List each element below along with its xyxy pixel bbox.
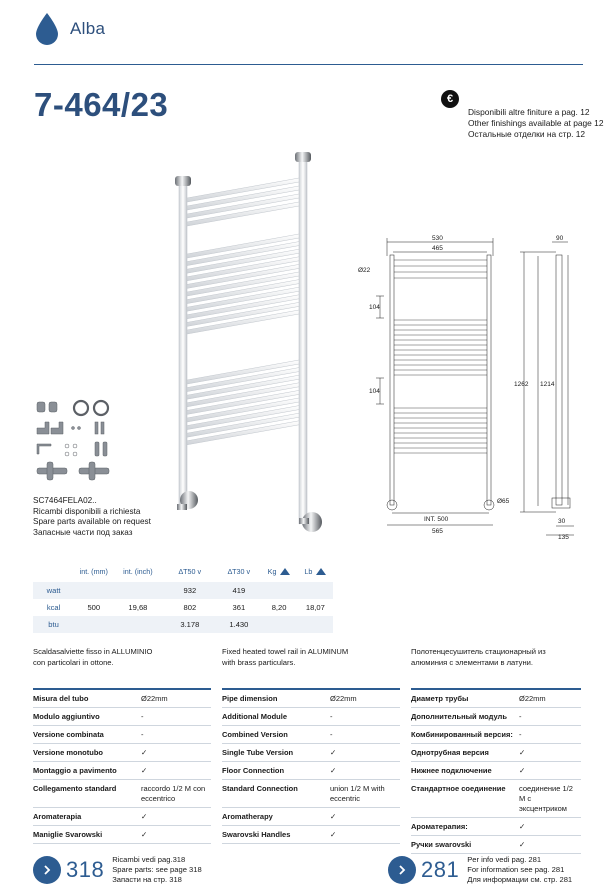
btu-dt30: 1.430: [229, 620, 249, 629]
kcal-dt50: 802: [183, 603, 197, 612]
dim-depth-bottom: 135: [558, 534, 569, 540]
dim-depth-top: 90: [556, 235, 564, 242]
finishes-note-ru: Остальные отделки на стр. 12: [468, 129, 586, 139]
dim-width-bottom: 565: [432, 528, 443, 535]
brand-name: Alba: [70, 19, 106, 38]
spare-parts-page-link[interactable]: [33, 855, 202, 884]
feature-row: Pipe dimension Ø22mm: [222, 688, 400, 708]
feature-row: Комбинированный версия: -: [411, 726, 581, 744]
chevron-right-icon[interactable]: [388, 856, 416, 884]
row-label: btu: [48, 620, 59, 629]
header-dt50: ∆T50 v: [178, 566, 202, 576]
watt-dt30: 419: [232, 586, 246, 595]
specifications-table: [33, 560, 333, 633]
feature-row: Нижнее подключение ✓: [411, 762, 581, 780]
feature-row: Maniglie Svarowski ✓: [33, 826, 211, 844]
feature-row: Aromatherapy ✓: [222, 808, 400, 826]
dim-width-inner: 465: [432, 245, 443, 252]
feature-row: Ароматерапия: ✓: [411, 818, 581, 836]
dim-height-total: 1262: [514, 381, 529, 388]
feature-row: Misura del tubo Ø22mm: [33, 688, 211, 708]
page-ref-text: Per info vedi pag. 281 For information see pag. 281 Для информации см. стр. 281: [467, 855, 573, 884]
description-it: Scaldasalviette fisso in ALLUMINIO con particolari in ottone.: [33, 647, 153, 667]
dim-gap-bottom: 104: [369, 388, 380, 395]
header-int-inch: int. (inch): [123, 566, 153, 576]
features-table-en: [222, 688, 400, 844]
finishes-note: [468, 107, 604, 140]
feature-row: Additional Module -: [222, 708, 400, 726]
int-mm-value: 500: [87, 603, 101, 612]
page-number: 318: [66, 856, 105, 882]
finishes-note-en: Other finishings available at page 12: [468, 118, 604, 128]
feature-row: Versione monotubo ✓: [33, 744, 211, 762]
row-label: kcal: [46, 603, 61, 612]
spec-header-row: [33, 560, 333, 582]
description-en: Fixed heated towel rail in ALUMINUM with brass particulars.: [222, 647, 349, 667]
lb-value: 18,07: [305, 603, 325, 612]
euro-icon: €: [441, 90, 459, 108]
page-number: 281: [421, 856, 460, 882]
header-int-mm: int. (mm): [79, 566, 108, 576]
feature-row: Aromaterapia ✓: [33, 808, 211, 826]
feature-row: Swarovski Handles ✓: [222, 826, 400, 844]
feature-row: Montaggio a pavimento ✓: [33, 762, 211, 780]
header-divider: [34, 64, 583, 65]
features-table-ru: [411, 688, 581, 854]
spec-row-kcal: [33, 599, 333, 616]
feature-row: Стандартное соединение соединение 1/2 М с эксцентриком: [411, 780, 581, 818]
dim-interaxis: INT. 500: [424, 516, 449, 523]
weight-icon: [316, 568, 326, 575]
page-ref-text: Ricambi vedi pag.318 Spare parts: see page 318 Запасти на стр. 318: [112, 855, 202, 884]
kcal-dt30: 361: [232, 603, 246, 612]
feature-row: Дополнительный модуль -: [411, 708, 581, 726]
btu-dt50: 3.178: [180, 620, 200, 629]
feature-row: Однотрубная версия ✓: [411, 744, 581, 762]
weight-icon: [280, 568, 290, 575]
feature-row: Collegamento standard raccordo 1/2 M con eccentrico: [33, 780, 211, 808]
features-table-it: [33, 688, 211, 844]
front-dimension-drawing: [350, 230, 510, 540]
spare-parts-code: SC7464FELA02..: [33, 496, 97, 505]
dim-pipe: Ø22: [358, 267, 371, 274]
spare-parts-image: [33, 398, 123, 486]
spare-parts-ru: Запасные части под заказ: [33, 527, 133, 537]
spare-parts-note: [33, 496, 151, 538]
finishes-note-it: Disponibili altre finiture a pag. 12: [468, 107, 590, 117]
dim-valve: Ø65: [497, 498, 510, 505]
chevron-right-icon[interactable]: [33, 856, 61, 884]
dim-gap-top: 104: [369, 304, 380, 311]
brand: [34, 12, 105, 46]
info-page-link[interactable]: [388, 855, 572, 884]
spec-row-btu: [33, 616, 333, 633]
header-dt30: ∆T30 v: [227, 566, 251, 576]
kg-value: 8,20: [271, 603, 287, 612]
spare-parts-it: Ricambi disponibili a richiesta: [33, 506, 141, 516]
header-kg: Kg: [260, 567, 297, 576]
description-ru: Полотенцесушитель стационарный из алюминия с элементами в латуни.: [411, 647, 546, 667]
spec-row-watt: [33, 582, 333, 599]
header-lb: Lb: [298, 567, 333, 576]
feature-row: Ручки swarovski ✓: [411, 836, 581, 854]
dim-depth-small: 30: [558, 518, 566, 525]
dim-width-total: 530: [432, 235, 443, 242]
feature-row: Versione combinata -: [33, 726, 211, 744]
towel-rail-image: [165, 150, 345, 535]
product-code: 7-464/23: [34, 86, 169, 123]
int-inch-value: 19,68: [128, 603, 148, 612]
feature-row: Modulo aggiuntivo -: [33, 708, 211, 726]
feature-row: Combined Version -: [222, 726, 400, 744]
watt-dt50: 932: [183, 586, 197, 595]
side-dimension-drawing: [512, 230, 582, 540]
feature-row: Floor Connection ✓: [222, 762, 400, 780]
dim-height-inner: 1214: [540, 381, 555, 388]
feature-row: Single Tube Version ✓: [222, 744, 400, 762]
feature-row: Диаметр трубы Ø22mm: [411, 688, 581, 708]
water-drop-icon: [34, 12, 60, 46]
row-label: watt: [46, 586, 61, 595]
spare-parts-en: Spare parts available on request: [33, 517, 151, 526]
feature-row: Standard Connection union 1/2 M with eccentric: [222, 780, 400, 808]
